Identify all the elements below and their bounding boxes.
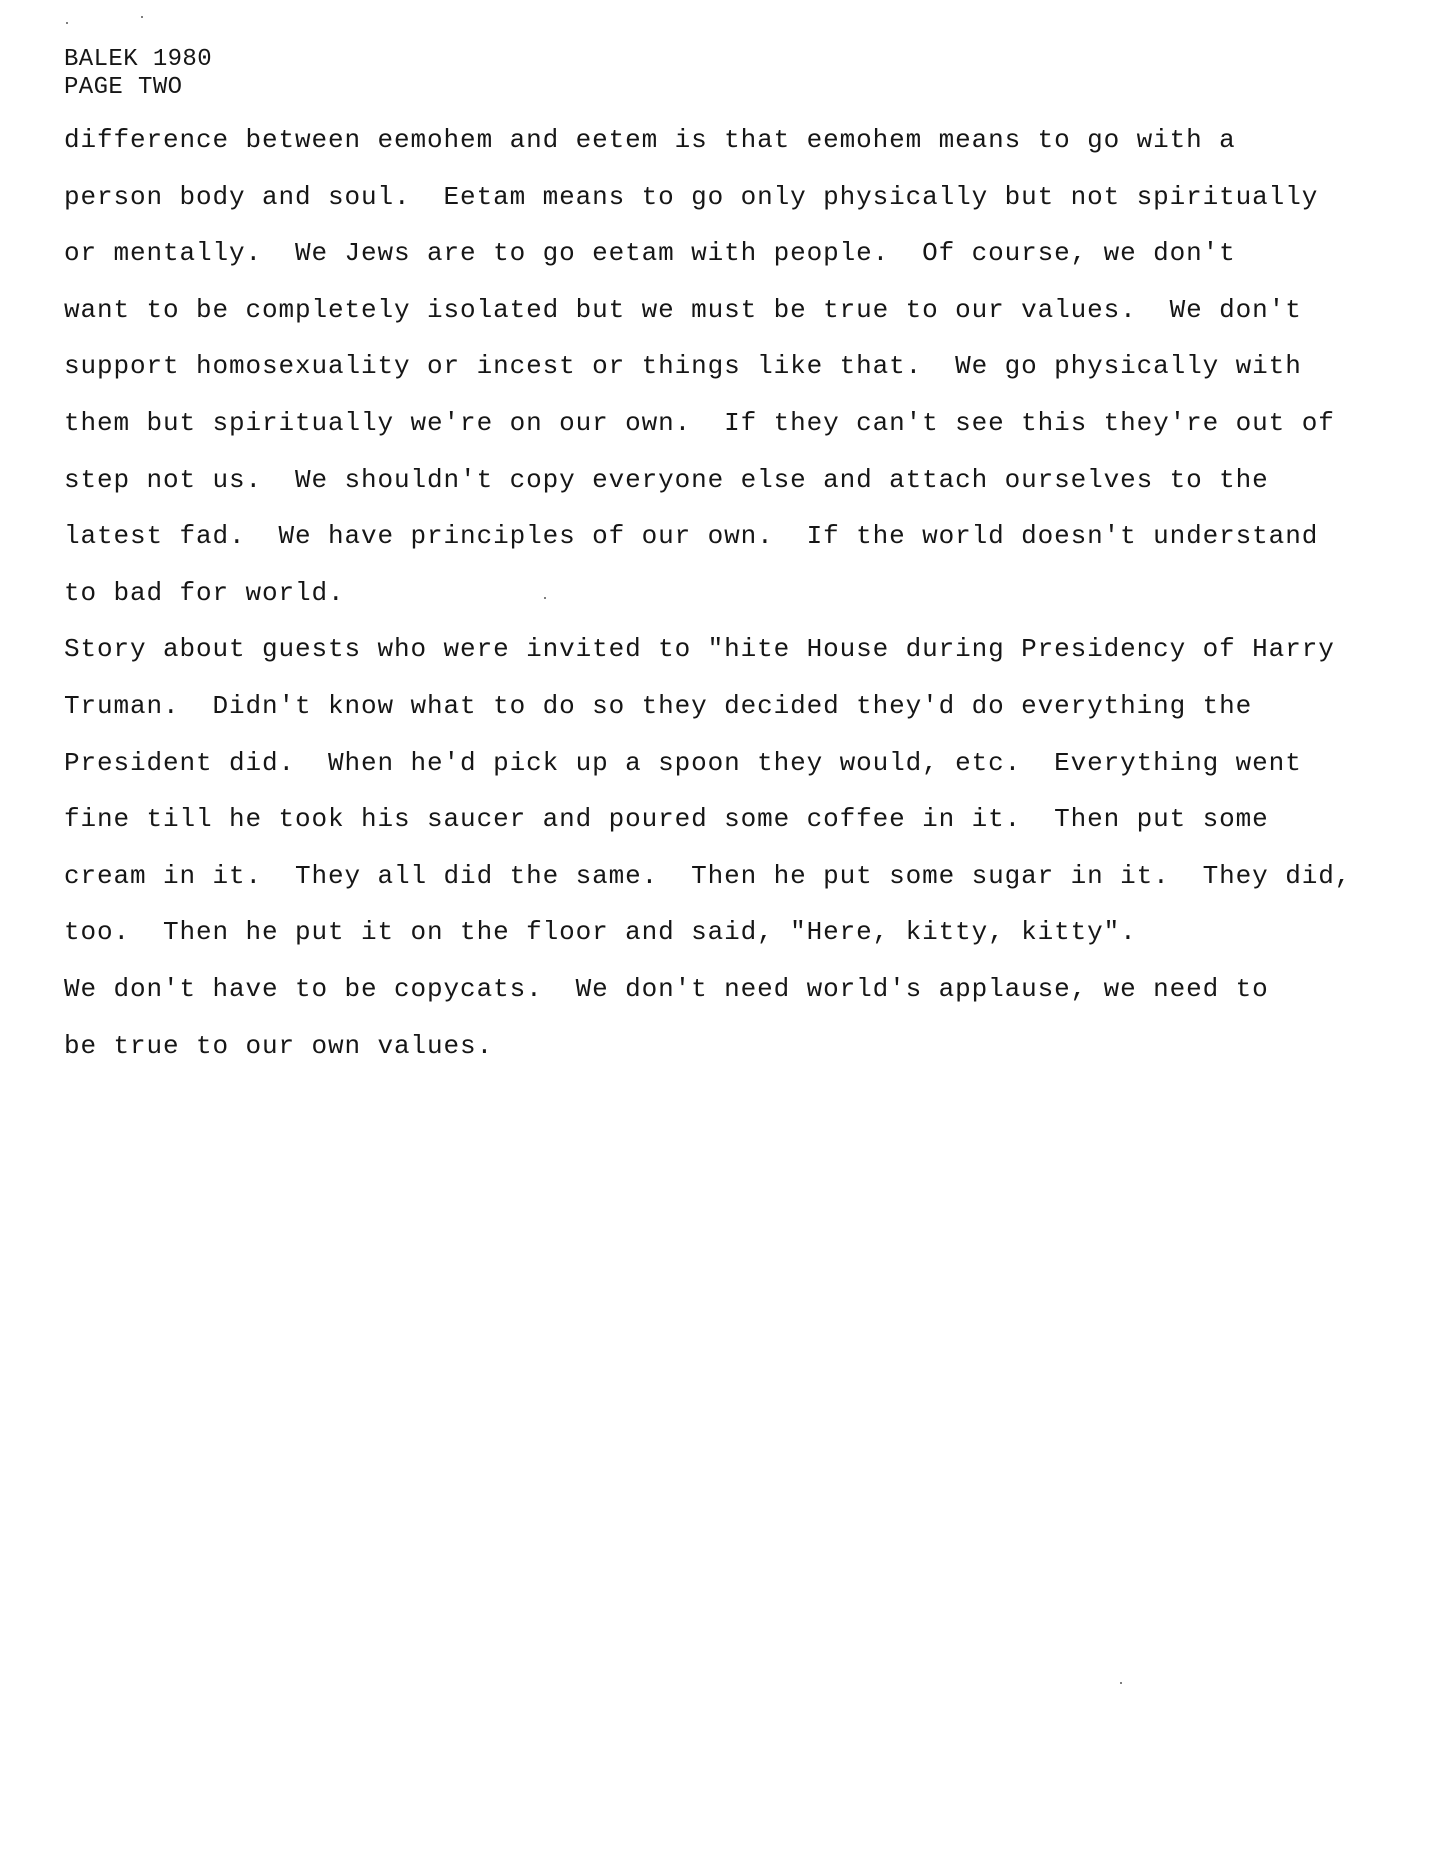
- text-line: step not us. We shouldn't copy everyone else and attach ourselves to the: [64, 464, 1269, 495]
- text-line: too. Then he put it on the floor and said, "Here, kitty, kitty".: [64, 917, 1137, 948]
- scan-speck: [141, 16, 143, 18]
- scan-speck: [66, 22, 68, 24]
- text-line: Story about guests who were invited to "hite House during Presidency of Harry: [64, 634, 1335, 665]
- text-line: them but spiritually we're on our own. If they can't see this they're out of: [64, 407, 1335, 438]
- text-line: person body and soul. Eetam means to go only physically but not spiritually: [64, 181, 1319, 212]
- text-line: latest fad. We have principles of our own. If the world doesn't understand: [64, 521, 1319, 552]
- text-line: support homosexuality or incest or things like that. We go physically with: [64, 351, 1302, 382]
- text-line: difference between eemohem and eetem is that eemohem means to go with a: [64, 125, 1236, 155]
- text-line: President did. When he'd pick up a spoon they would, etc. Everything went: [64, 747, 1302, 778]
- text-line: or mentally. We Jews are to go eetam with people. Of course, we don't: [64, 238, 1236, 269]
- text-line: Truman. Didn't know what to do so they decided they'd do everything the: [64, 690, 1253, 721]
- text-line: fine till he took his saucer and poured some coffee in it. Then put some: [64, 804, 1269, 835]
- text-line: be true to our own values.: [64, 1030, 494, 1061]
- header-page-number: PAGE TWO: [64, 74, 183, 101]
- page-header: [64, 46, 212, 102]
- header-title: BALEK 1980: [64, 46, 213, 73]
- text-line: want to be completely isolated but we must be true to our values. We don't: [64, 294, 1302, 325]
- scan-speck: [1120, 1682, 1122, 1684]
- text-line: We don't have to be copycats. We don't need world's applause, we need to: [64, 973, 1269, 1004]
- typed-body-text: [64, 124, 1404, 1086]
- text-line: to bad for world.: [64, 577, 345, 608]
- text-line: cream in it. They all did the same. Then he put some sugar in it. They did,: [64, 860, 1352, 891]
